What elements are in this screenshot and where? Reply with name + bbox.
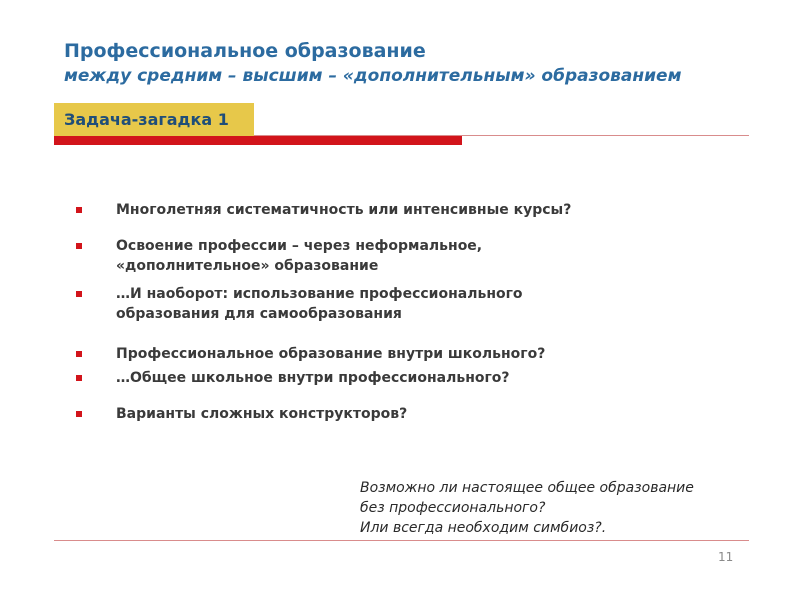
bullet-text: Варианты сложных конструкторов? xyxy=(116,406,408,422)
bullet-marker-icon xyxy=(76,351,82,357)
bullet-text: «дополнительное» образование xyxy=(116,258,379,274)
list-item xyxy=(74,284,634,324)
bullet-marker-icon xyxy=(76,375,82,381)
bullet-text: Многолетняя систематичность или интенсивные курсы? xyxy=(116,202,572,218)
list-item xyxy=(74,200,634,220)
bullet-marker-icon xyxy=(76,291,82,297)
accent-bar xyxy=(54,136,462,145)
list-item xyxy=(74,344,634,364)
bullet-text: Освоение профессии – через неформальное, xyxy=(116,238,483,254)
bullet-marker-icon xyxy=(76,207,82,213)
divider-bottom xyxy=(54,540,749,541)
bullet-text: …И наоборот: использование профессионального xyxy=(116,286,523,302)
list-item xyxy=(74,236,634,276)
list-item xyxy=(74,368,634,388)
slide-title: Профессиональное образование xyxy=(64,40,426,62)
list-item xyxy=(74,404,634,424)
page-number: 11 xyxy=(718,550,734,564)
bullet-text: Профессиональное образование внутри школьного? xyxy=(116,346,546,362)
italic-note xyxy=(360,478,694,538)
note-line: Возможно ли настоящее общее образование xyxy=(360,480,694,496)
bullet-marker-icon xyxy=(76,243,82,249)
bullet-text: образования для самообразования xyxy=(116,306,402,322)
bullet-text: …Общее школьное внутри профессионального? xyxy=(116,370,510,386)
bullet-marker-icon xyxy=(76,411,82,417)
slide-subtitle: между средним – высшим – «дополнительным» образованием xyxy=(64,66,682,86)
task-badge: Задача-загадка 1 xyxy=(54,103,254,136)
note-line: без профессионального? xyxy=(360,500,546,516)
note-line: Или всегда необходим симбиоз?. xyxy=(360,520,607,536)
